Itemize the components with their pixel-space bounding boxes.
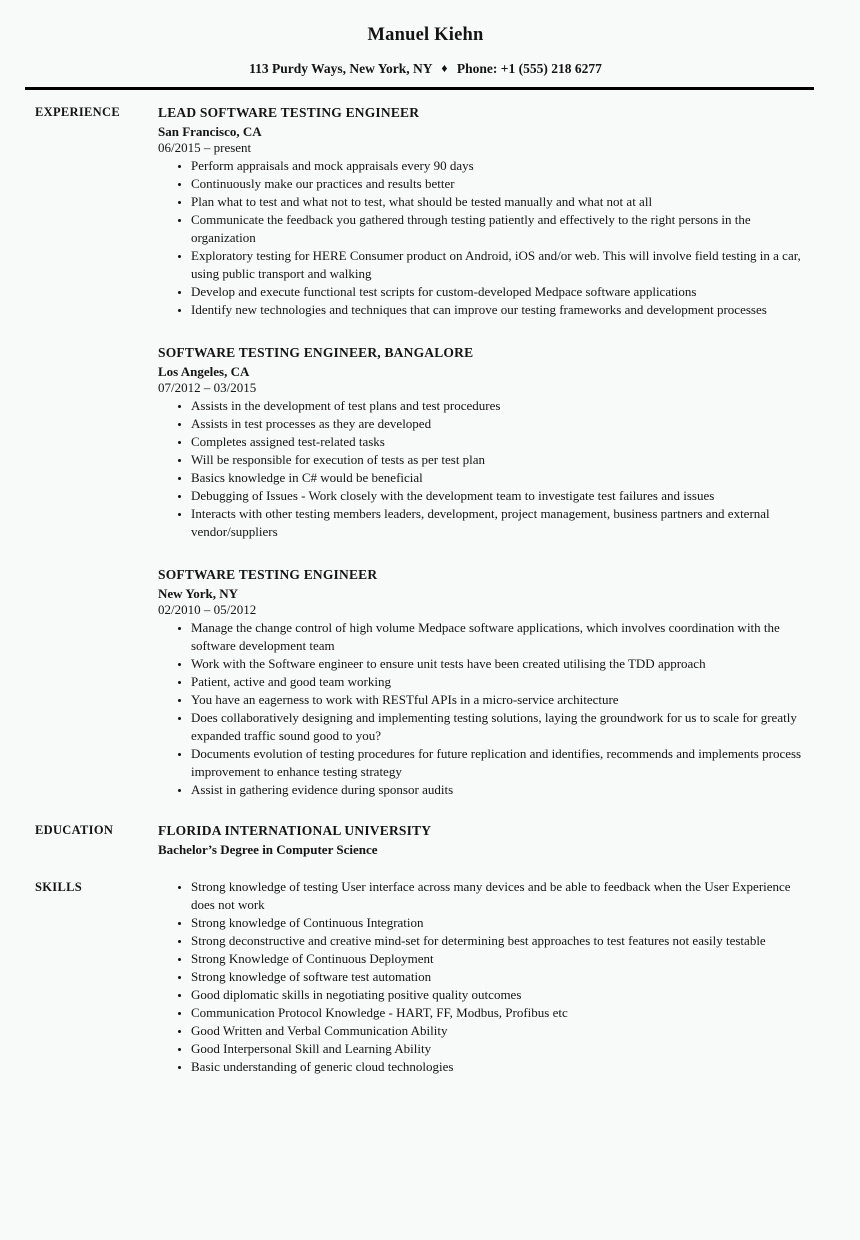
bullet-item: • Documents evolution of testing procedures for future replication and identifies, recommends and implements process improvement to enhance testing strategy	[191, 745, 816, 781]
job-location: Los Angeles, CA	[158, 364, 250, 379]
bullet-item: • Work with the Software engineer to ensure unit tests have been created utilising the TDD approach	[191, 655, 816, 673]
bullet-item: • Strong deconstructive and creative mind-set for determining best approaches to test features not easily testable	[191, 932, 816, 950]
section-label-skills: SKILLS	[35, 880, 82, 894]
bullet-item: • Plan what to test and what not to test, what should be tested manually and what not at all	[191, 193, 816, 211]
skills-bullet-list	[158, 878, 816, 1076]
section-label-education: EDUCATION	[35, 823, 114, 837]
education-section	[158, 821, 816, 878]
job-entry	[158, 343, 816, 541]
bullet-item: • Assists in test processes as they are developed	[191, 415, 816, 433]
bullet-item: • Communicate the feedback you gathered through testing patiently and effectively to the right persons in the organization	[191, 211, 816, 247]
bullet-item: • Assists in the development of test plans and test procedures	[191, 397, 816, 415]
job-bullet-list	[158, 157, 816, 319]
bullet-item: • Perform appraisals and mock appraisals every 90 days	[191, 157, 816, 175]
bullet-item: • Good Interpersonal Skill and Learning Ability	[191, 1040, 816, 1058]
school-name: FLORIDA INTERNATIONAL UNIVERSITY	[158, 823, 432, 838]
skills-section	[158, 878, 816, 1076]
bullet-item: • Will be responsible for execution of tests as per test plan	[191, 451, 816, 469]
candidate-name: Manuel Kiehn	[367, 25, 484, 45]
experience-section	[158, 103, 816, 821]
bullet-item: • Identify new technologies and techniques that can improve our testing frameworks and development processes	[191, 301, 816, 319]
job-entry	[158, 103, 816, 319]
bullet-item: • Good Written and Verbal Communication Ability	[191, 1022, 816, 1040]
contact-address: 113 Purdy Ways, New York, NY	[249, 61, 433, 76]
bullet-item: • Strong knowledge of testing User interface across many devices and be able to feedback when the User Experience does not work	[191, 878, 816, 914]
bullet-item: • Assist in gathering evidence during sponsor audits	[191, 781, 816, 799]
bullet-item: • Patient, active and good team working	[191, 673, 816, 691]
bullet-item: • Strong Knowledge of Continuous Deployment	[191, 950, 816, 968]
job-dates: 06/2015 – present	[158, 140, 252, 155]
bullet-item: • Debugging of Issues - Work closely with the development team to investigate test failures and issues	[191, 487, 816, 505]
job-dates: 02/2010 – 05/2012	[158, 602, 257, 617]
bullet-item: • Strong knowledge of software test automation	[191, 968, 816, 986]
degree-name: Bachelor’s Degree in Computer Science	[158, 842, 378, 857]
bullet-item: • Does collaboratively designing and implementing testing solutions, laying the groundwork for us to scale for greatly expanded traffic sound good to you?	[191, 709, 816, 745]
bullet-item: • Exploratory testing for HERE Consumer product on Android, iOS and/or web. This will involve field testing in a car, using public transport and walking	[191, 247, 816, 283]
job-title: LEAD SOFTWARE TESTING ENGINEER	[158, 105, 420, 120]
bullet-item: • Continuously make our practices and results better	[191, 175, 816, 193]
bullet-item: • You have an eagerness to work with RESTful APIs in a micro-service architecture	[191, 691, 816, 709]
bullet-item: • Basic understanding of generic cloud technologies	[191, 1058, 816, 1076]
bullet-item: • Communication Protocol Knowledge - HART, FF, Modbus, Profibus etc	[191, 1004, 816, 1022]
job-title: SOFTWARE TESTING ENGINEER, BANGALORE	[158, 345, 474, 360]
job-entry	[158, 565, 816, 799]
contact-phone: Phone: +1 (555) 218 6277	[456, 61, 602, 76]
bullet-item: • Strong knowledge of Continuous Integration	[191, 914, 816, 932]
job-title: SOFTWARE TESTING ENGINEER	[158, 567, 378, 582]
bullet-item: • Manage the change control of high volume Medpace software applications, which involves coordination with the software development team	[191, 619, 816, 655]
diamond-separator-icon: ♦	[441, 61, 448, 75]
bullet-item: • Completes assigned test-related tasks	[191, 433, 816, 451]
resume-body	[35, 103, 816, 1076]
bullet-item: • Basics knowledge in C# would be beneficial	[191, 469, 816, 487]
bullet-item: • Good diplomatic skills in negotiating positive quality outcomes	[191, 986, 816, 1004]
section-label-experience: EXPERIENCE	[35, 105, 120, 119]
resume-header	[35, 24, 816, 90]
job-location: New York, NY	[158, 586, 239, 601]
education-entry	[158, 821, 816, 859]
job-bullet-list	[158, 397, 816, 541]
job-location: San Francisco, CA	[158, 124, 262, 139]
job-bullet-list	[158, 619, 816, 799]
header-divider	[25, 87, 814, 90]
contact-line	[35, 60, 816, 78]
job-dates: 07/2012 – 03/2015	[158, 380, 257, 395]
bullet-item: • Interacts with other testing members leaders, development, project management, business partners and external vendor/suppliers	[191, 505, 816, 541]
bullet-item: • Develop and execute functional test scripts for custom-developed Medpace software applications	[191, 283, 816, 301]
